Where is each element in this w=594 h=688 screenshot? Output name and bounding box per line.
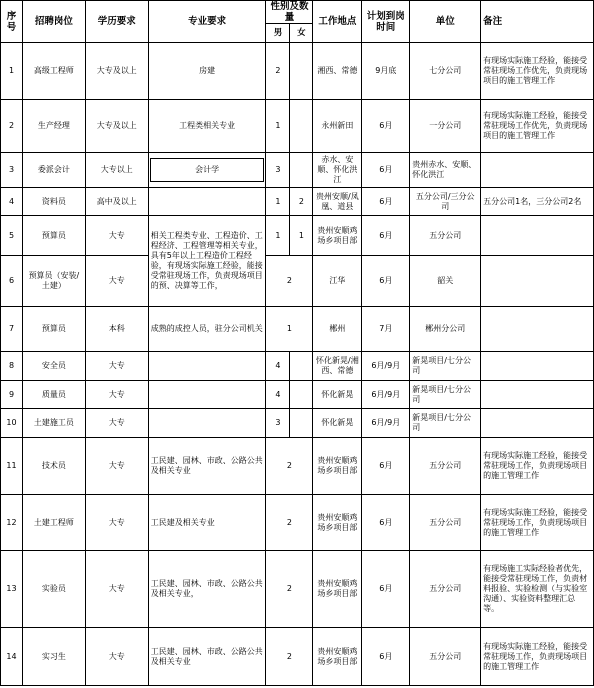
female-cell: [290, 43, 313, 100]
seq-cell: 4: [1, 188, 23, 216]
location-cell: 贵州安顺鸡场乡项目部: [313, 551, 362, 628]
headcount-cell: 1: [266, 307, 313, 352]
unit-cell: 七分公司: [410, 43, 481, 100]
position-cell: 土建工程师: [22, 495, 85, 551]
major-cell: 工民建及相关专业: [148, 495, 266, 551]
position-cell: 资料员: [22, 188, 85, 216]
table-row: [1, 551, 594, 628]
seq-cell: 7: [1, 307, 23, 352]
table-row: [1, 438, 594, 495]
male-cell: 1: [266, 216, 290, 256]
headcount-cell: 2: [266, 256, 313, 307]
header-gender-count: 性别及数量: [266, 1, 313, 24]
header-seq: 序号: [1, 1, 23, 43]
arrival-cell: 6月/9月: [362, 381, 410, 409]
remarks-cell: [481, 307, 594, 352]
major-cell: 相关工程类专业、工程造价、工程经济、工程管理等相关专业，具有5年以上工程造价工程经验，有现场实际施工经验，能接受常驻现场工作，负责现场项目的预、决算等工作，: [148, 216, 266, 307]
table-row: [1, 495, 594, 551]
location-cell: 郴州: [313, 307, 362, 352]
header-arrival: 计划到岗时间: [362, 1, 410, 43]
education-cell: 大专: [85, 352, 148, 381]
arrival-cell: 6月: [362, 153, 410, 188]
education-cell: 大专: [85, 551, 148, 628]
male-cell: 3: [266, 153, 290, 188]
education-cell: 本科: [85, 307, 148, 352]
female-cell: [290, 100, 313, 153]
remarks-cell: [481, 216, 594, 256]
major-cell: 工民建、园林、市政、公路公共及相关专业: [148, 438, 266, 495]
remarks-cell: [481, 153, 594, 188]
female-cell: [290, 409, 313, 438]
seq-cell: 8: [1, 352, 23, 381]
arrival-cell: 6月: [362, 256, 410, 307]
location-cell: 怀化新晃: [313, 381, 362, 409]
table-row: [1, 100, 594, 153]
location-cell: 赤水、安顺、怀化洪江: [313, 153, 362, 188]
remarks-cell: 五分公司1名，三分公司2名: [481, 188, 594, 216]
position-cell: 技术员: [22, 438, 85, 495]
education-cell: 大专以上: [85, 153, 148, 188]
unit-cell: 新晃项目/七分公司: [410, 381, 481, 409]
header-female: 女: [290, 24, 313, 43]
position-cell: 质量员: [22, 381, 85, 409]
table-row: [1, 43, 594, 100]
arrival-cell: 6月/9月: [362, 352, 410, 381]
table-row: [1, 216, 594, 256]
remarks-cell: [481, 409, 594, 438]
education-cell: 大专: [85, 438, 148, 495]
arrival-cell: 6月: [362, 100, 410, 153]
location-cell: 怀化新晃/湘西、常德: [313, 352, 362, 381]
position-cell: 预算员: [22, 307, 85, 352]
headcount-cell: 2: [266, 438, 313, 495]
position-cell: 生产经理: [22, 100, 85, 153]
education-cell: 大专及以上: [85, 100, 148, 153]
unit-cell: 韶关: [410, 256, 481, 307]
arrival-cell: 6月: [362, 495, 410, 551]
remarks-cell: [481, 381, 594, 409]
remarks-cell: 有现场实际施工经验，能接受常驻现场工作，负责现场项目的施工管理工作: [481, 495, 594, 551]
arrival-cell: 9月底: [362, 43, 410, 100]
major-cell: 工程类相关专业: [148, 100, 266, 153]
unit-cell: 五分公司: [410, 628, 481, 686]
location-cell: 贵州安顺鸡场乡项目部: [313, 628, 362, 686]
headcount-cell: 2: [266, 551, 313, 628]
major-cell: 工民建、园林、市政、公路公共及相关专业: [148, 628, 266, 686]
education-cell: 大专及以上: [85, 43, 148, 100]
arrival-cell: 7月: [362, 307, 410, 352]
location-cell: 永州新田: [313, 100, 362, 153]
location-cell: 贵州安顺鸡场乡项目部: [313, 495, 362, 551]
remarks-cell: 有现场实际施工经验，能接受常驻现场工作，负责现场项目的施工管理工作: [481, 628, 594, 686]
seq-cell: 6: [1, 256, 23, 307]
remarks-cell: 有现场施工实际经验者优先，能接受常驻现场工作，负责材料报验、实验检测（与实验室沟通）、实验资料整理汇总等。: [481, 551, 594, 628]
major-cell: [148, 352, 266, 381]
education-cell: 大专: [85, 628, 148, 686]
arrival-cell: 6月: [362, 628, 410, 686]
education-cell: 大专: [85, 409, 148, 438]
table-row: [1, 256, 594, 307]
seq-cell: 12: [1, 495, 23, 551]
female-cell: [290, 352, 313, 381]
position-cell: 实验员: [22, 551, 85, 628]
education-cell: 大专: [85, 256, 148, 307]
location-cell: 贵州安顺/凤凰、道县: [313, 188, 362, 216]
seq-cell: 2: [1, 100, 23, 153]
position-cell: 安全员: [22, 352, 85, 381]
major-cell: [148, 381, 266, 409]
arrival-cell: 6月: [362, 438, 410, 495]
unit-cell: 五分公司: [410, 216, 481, 256]
major-cell: 工民建、园林、市政、公路公共及相关专业，: [148, 551, 266, 628]
position-cell: 土建施工员: [22, 409, 85, 438]
unit-cell: 一分公司: [410, 100, 481, 153]
seq-cell: 14: [1, 628, 23, 686]
major-cell: [148, 409, 266, 438]
position-cell: 委派会计: [22, 153, 85, 188]
remarks-cell: 有现场实际施工经验，能接受常驻现场工作，负责现场项目的施工管理工作: [481, 438, 594, 495]
male-cell: 2: [266, 43, 290, 100]
header-major: 专业要求: [148, 1, 266, 43]
female-cell: 2: [290, 188, 313, 216]
location-cell: 湘西、常德: [313, 43, 362, 100]
education-cell: 大专: [85, 216, 148, 256]
table-row: [1, 307, 594, 352]
education-cell: 高中及以上: [85, 188, 148, 216]
position-cell: 预算员: [22, 216, 85, 256]
table-row: [1, 628, 594, 686]
unit-cell: 五分公司: [410, 495, 481, 551]
location-cell: 贵州安顺鸡场乡项目部: [313, 216, 362, 256]
unit-cell: 贵州赤水、安顺、怀化洪江: [410, 153, 481, 188]
major-cell: [148, 153, 266, 188]
position-cell: 预算员（安装/土建）: [22, 256, 85, 307]
arrival-cell: 6月: [362, 188, 410, 216]
male-cell: 1: [266, 188, 290, 216]
header-unit: 单位: [410, 1, 481, 43]
remarks-cell: 有现场实际施工经验，能接受常驻现场工作优先，负责现场项目的施工管理工作: [481, 100, 594, 153]
major-cell: 成熟的成控人员，驻分公司机关: [148, 307, 266, 352]
remarks-cell: [481, 352, 594, 381]
education-cell: 大专: [85, 381, 148, 409]
major-boxed-text: 会计学: [150, 158, 265, 182]
female-cell: [290, 381, 313, 409]
seq-cell: 11: [1, 438, 23, 495]
remarks-cell: 有现场实际施工经验，能接受常驻现场工作优先，负责现场项目的施工管理工作: [481, 43, 594, 100]
header-male: 男: [266, 24, 290, 43]
major-cell: 房建: [148, 43, 266, 100]
seq-cell: 10: [1, 409, 23, 438]
male-cell: 4: [266, 381, 290, 409]
remarks-cell: [481, 256, 594, 307]
table-row: [1, 352, 594, 381]
seq-cell: 9: [1, 381, 23, 409]
position-cell: 高级工程师: [22, 43, 85, 100]
male-cell: 4: [266, 352, 290, 381]
location-cell: 江华: [313, 256, 362, 307]
arrival-cell: 6月/9月: [362, 409, 410, 438]
unit-cell: 五分公司: [410, 438, 481, 495]
headcount-cell: 2: [266, 495, 313, 551]
location-cell: 怀化新晃: [313, 409, 362, 438]
seq-cell: 13: [1, 551, 23, 628]
seq-cell: 5: [1, 216, 23, 256]
header-remarks: 备注: [481, 1, 594, 43]
header-position: 招聘岗位: [22, 1, 85, 43]
arrival-cell: 6月: [362, 551, 410, 628]
table-row: [1, 381, 594, 409]
unit-cell: 五分公司: [410, 551, 481, 628]
male-cell: 1: [266, 100, 290, 153]
unit-cell: 五分公司/三分公司: [410, 188, 481, 216]
unit-cell: 新晃项目/七分公司: [410, 409, 481, 438]
unit-cell: 新晃项目/七分公司: [410, 352, 481, 381]
seq-cell: 1: [1, 43, 23, 100]
table-row: [1, 153, 594, 188]
male-cell: 3: [266, 409, 290, 438]
header-location: 工作地点: [313, 1, 362, 43]
position-cell: 实习生: [22, 628, 85, 686]
major-cell: [148, 188, 266, 216]
female-cell: [290, 153, 313, 188]
table-row: [1, 409, 594, 438]
table-row: [1, 188, 594, 216]
headcount-cell: 2: [266, 628, 313, 686]
header-education: 学历要求: [85, 1, 148, 43]
education-cell: 大专: [85, 495, 148, 551]
unit-cell: 郴州分公司: [410, 307, 481, 352]
female-cell: 1: [290, 216, 313, 256]
seq-cell: 3: [1, 153, 23, 188]
location-cell: 贵州安顺鸡场乡项目部: [313, 438, 362, 495]
arrival-cell: 6月: [362, 216, 410, 256]
